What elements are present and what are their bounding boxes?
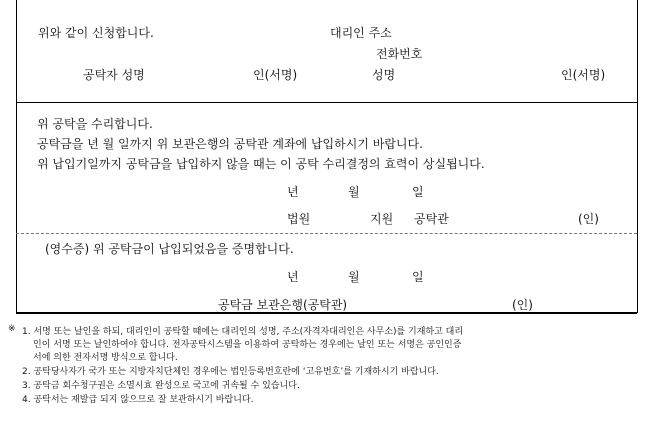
agent-phone-label: 전화번호	[376, 47, 423, 61]
receipt-year: 년	[287, 270, 299, 284]
bank-seal: (인)	[512, 298, 533, 312]
officer-label: 공탁관	[414, 212, 449, 226]
bank-label: 공탁금 보관은행(공탁관)	[218, 298, 348, 312]
section-divider-1	[16, 102, 637, 103]
branch-label: 지원	[370, 212, 394, 226]
section-divider-2	[16, 233, 637, 234]
acceptance-line-3: 위 납입기일까지 공탁금을 납입하지 않을 때는 이 공탁 수리결정의 효력이 상실됩니다.	[37, 157, 485, 171]
acceptance-line-1: 위 공탁을 수리합니다.	[37, 117, 153, 131]
notes-mark: ※	[8, 324, 16, 334]
note-1c: 서에 의한 전자서명 방식으로 합니다.	[33, 353, 178, 363]
note-2: 2. 공탁당사자가 국가 또는 지방자치단체인 경우에는 법인등록번호란에 ‘고유번호’를 기재하시기 바랍니다.	[22, 367, 439, 377]
acceptance-day: 일	[412, 185, 424, 199]
acceptance-year: 년	[287, 185, 299, 199]
depositor-seal: 인(서명)	[253, 68, 298, 82]
court-label: 법원	[287, 212, 311, 226]
agent-seal: 인(서명)	[561, 68, 606, 82]
officer-seal: (인)	[578, 212, 599, 226]
receipt-line: (영수증) 위 공탁금이 납입되었음을 증명합니다.	[45, 242, 294, 256]
agent-name-label: 성명	[372, 68, 396, 82]
note-4: 4. 공탁서는 재발급 되지 않으므로 잘 보관하시기 바랍니다.	[22, 395, 254, 405]
note-3: 3. 공탁금 회수청구권은 소멸시효 완성으로 국고에 귀속될 수 있습니다.	[22, 381, 300, 391]
acceptance-line-2: 공탁금을 년 월 일까지 위 보관은행의 공탁관 계좌에 납입하시기 바랍니다.	[37, 137, 423, 151]
receipt-month: 월	[348, 270, 360, 284]
note-1a: 1. 서명 또는 날인을 하되, 대리인이 공탁할 때에는 대리인의 성명, 주소(자격자대리인은 사무소)를 기재하고 대리	[22, 327, 464, 337]
acceptance-month: 월	[348, 185, 360, 199]
note-1b: 인이 서명 또는 날인하여야 합니다. 전자공탁시스템을 이용하여 공탁하는 경우에는 날인 또는 서명은 공인인증	[33, 340, 462, 350]
request-text: 위와 같이 신청합니다.	[38, 26, 154, 40]
agent-address-label: 대리인 주소	[330, 26, 392, 40]
receipt-day: 일	[412, 270, 424, 284]
depositor-name-label: 공탁자 성명	[83, 68, 145, 82]
